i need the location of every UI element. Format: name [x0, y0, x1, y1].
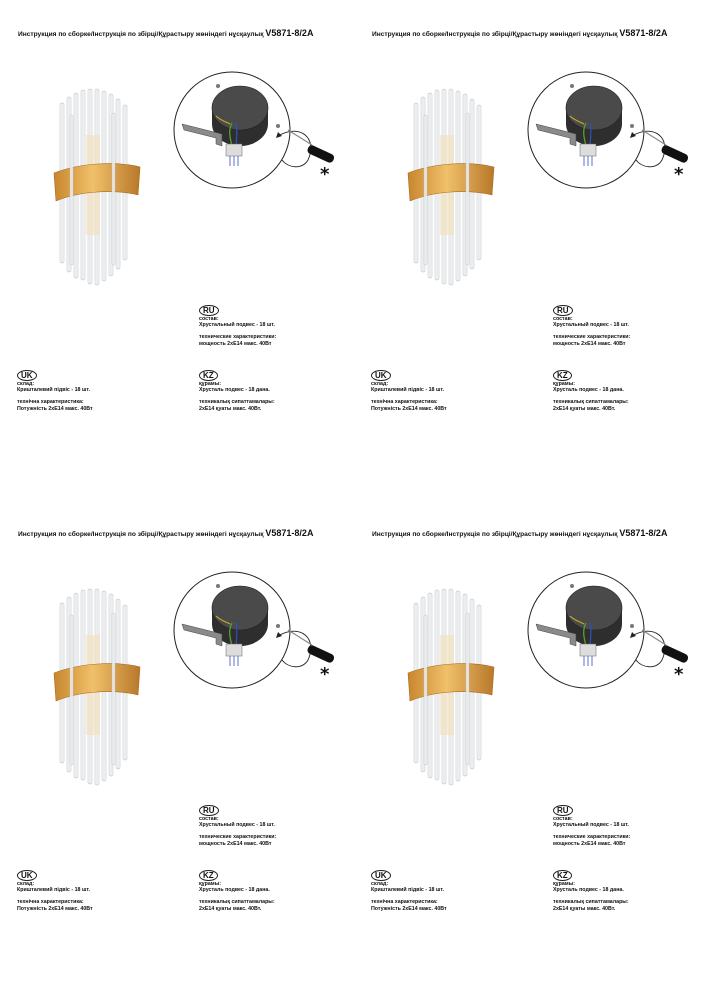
instruction-sheet-1	[0, 0, 353, 500]
kz-badge: KZ	[553, 370, 572, 381]
page-title: Инструкция по сборке/Інструкція по збірці/Құрастыру жөніндегі нұсқаулық V5871-8/2A	[372, 28, 668, 38]
ru-section: RU состав: Хрустальный подвес - 18 шт. технические характеристики: мощность 2хЕ14 макс. 40Вт	[199, 306, 277, 347]
ru-badge: RU	[553, 805, 573, 816]
uk-section: UK склад: Кришталевий підвіс - 18 шт. технічна характеристика: Потужність 2хЕ14 макс. 40Вт	[17, 871, 93, 912]
ru-badge: RU	[199, 805, 219, 816]
page-title: Инструкция по сборке/Інструкція по збірці/Құрастыру жөніндегі нұсқаулық V5871-8/2A	[372, 528, 668, 538]
kz-badge: KZ	[553, 870, 572, 881]
wall-lamp-icon	[50, 585, 145, 790]
kz-badge: KZ	[199, 370, 218, 381]
ru-section: RU состав: Хрустальный подвес - 18 шт. технические характеристики: мощность 2хЕ14 макс. 40Вт	[553, 806, 631, 847]
kz-section: KZ құрамы: Хрусталь подвес - 18 дана. техникалық сипаттамалары: 2хЕ14 қуаты макс. 40Вт.	[553, 871, 629, 912]
wall-lamp-icon	[50, 85, 145, 290]
instruction-sheet-2	[354, 0, 707, 500]
kz-section: KZ құрамы: Хрусталь подвес - 18 дана. техникалық сипаттамалары: 2хЕ14 қуаты макс. 40Вт.	[199, 871, 275, 912]
uk-badge: UK	[17, 870, 37, 881]
ru-section: RU состав: Хрустальный подвес - 18 шт. технические характеристики: мощность 2хЕ14 макс. 40Вт	[199, 806, 277, 847]
page-title: Инструкция по сборке/Інструкція по збірці/Құрастыру жөніндегі нұсқаулық V5871-8/2A	[18, 28, 314, 38]
uk-section: UK склад: Кришталевий підвіс - 18 шт. технічна характеристика: Потужність 2хЕ14 макс. 40Вт	[371, 871, 447, 912]
uk-section: UK склад: Кришталевий підвіс - 18 шт. технічна характеристика: Потужність 2хЕ14 макс. 40Вт	[371, 371, 447, 412]
ru-badge: RU	[199, 305, 219, 316]
wall-lamp-icon	[404, 585, 499, 790]
instruction-sheet-4	[354, 500, 707, 1000]
kz-badge: KZ	[199, 870, 218, 881]
kz-section: KZ құрамы: Хрусталь подвес - 18 дана. техникалық сипаттамалары: 2хЕ14 қуаты макс. 40Вт.	[553, 371, 629, 412]
uk-badge: UK	[371, 370, 391, 381]
mounting-diagram-icon	[524, 568, 694, 693]
mounting-diagram-icon	[170, 568, 340, 693]
uk-section: UK склад: Кришталевий підвіс - 18 шт. технічна характеристика: Потужність 2хЕ14 макс. 40Вт	[17, 371, 93, 412]
ru-badge: RU	[553, 305, 573, 316]
kz-section: KZ құрамы: Хрусталь подвес - 18 дана. техникалық сипаттамалары: 2хЕ14 қуаты макс. 40Вт.	[199, 371, 275, 412]
mounting-diagram-icon	[524, 68, 694, 193]
wall-lamp-icon	[404, 85, 499, 290]
page-title: Инструкция по сборке/Інструкція по збірці/Құрастыру жөніндегі нұсқаулық V5871-8/2A	[18, 528, 314, 538]
uk-badge: UK	[17, 370, 37, 381]
mounting-diagram-icon	[170, 68, 340, 193]
ru-section: RU состав: Хрустальный подвес - 18 шт. технические характеристики: мощность 2хЕ14 макс. 40Вт	[553, 306, 631, 347]
uk-badge: UK	[371, 870, 391, 881]
instruction-sheet-3	[0, 500, 353, 1000]
